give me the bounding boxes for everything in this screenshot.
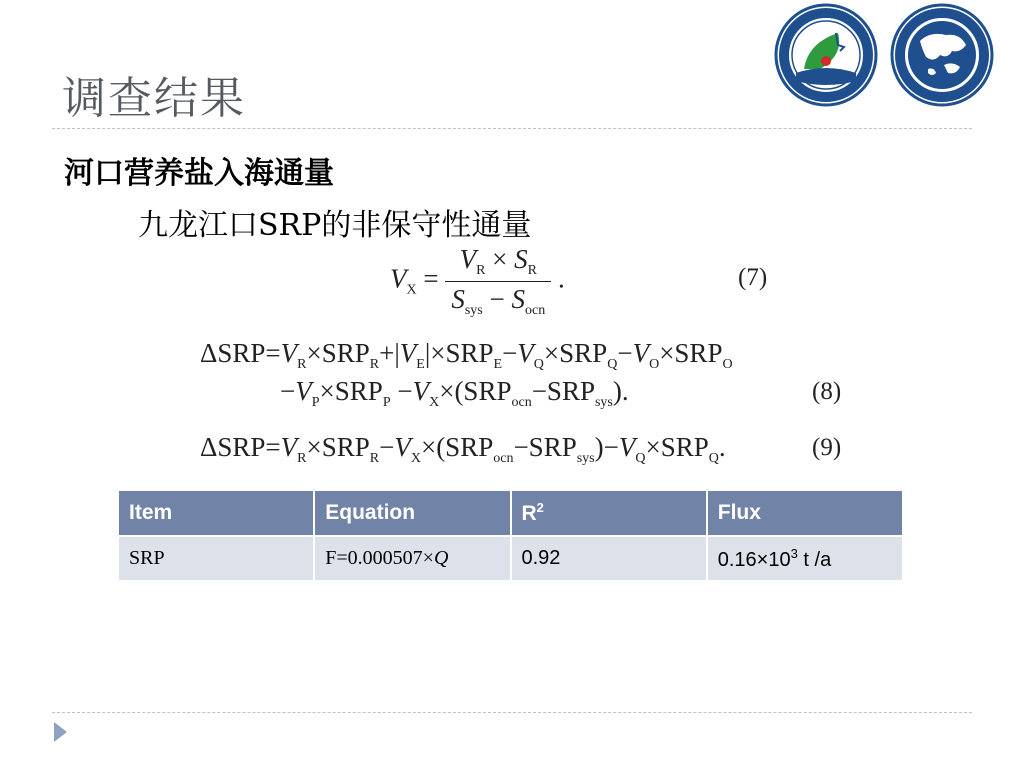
equation-9-number: (9) [812,434,842,461]
equation-prefix: F=0.000507× [325,547,434,569]
title-divider [52,128,972,129]
logo-group [774,3,998,109]
cell-r2: 0.92 [511,536,707,581]
flux-superscript: 3 [790,545,798,561]
cell-flux [707,536,903,581]
college-of-oceanography-seal [774,3,878,107]
column-header-equation: Equation [314,490,510,536]
cell-equation [314,536,510,581]
column-header-item: Item [118,490,314,536]
cell-item: SRP [118,536,314,581]
r2-base: R [521,502,537,525]
equation-8-number: (8) [812,378,842,405]
section-subheading: 九龙江口SRP的非保守性通量 [138,208,532,243]
flux-unit: t /a [797,548,832,571]
equation-9: $\Delta SRP=V_R\times SRP_R-V_X\times(SRP_{ocn}-SRP_{sys})-V_Q\times SRP_Q$. [200,432,726,466]
table-header-row [118,490,903,536]
equation-7-number: (7) [738,264,768,291]
coastal-ocean-management-institute-seal [890,3,994,107]
slide-title: 调查结果 [62,73,246,124]
table-row [118,536,903,581]
column-header-flux: Flux [707,490,903,536]
equation-7: $V_X$ = $\frac{V_R \times S_R}{S_{sys} - S_{ocn}}$ . [390,244,565,318]
flux-base: 0.16×10 [717,548,791,571]
equation-8-line-2: $-V_P\times SRP_P -V_X\times(SRP_{ocn}-SRP_{sys})$. [280,376,629,410]
flux-table [117,489,904,582]
section-heading: 河口营养盐入海通量 [64,156,334,191]
play-arrow-icon[interactable] [54,722,67,742]
r2-superscript: 2 [536,500,544,515]
column-header-r2 [511,490,707,536]
equation-8-line-1: $\Delta SRP=V_R\times SRP_R+|V_E|\times SRP_E-V_Q\times SRP_Q-V_O\times SRP_O$ [200,338,733,372]
footer-divider [52,712,972,713]
equation-variable: Q [433,547,449,569]
